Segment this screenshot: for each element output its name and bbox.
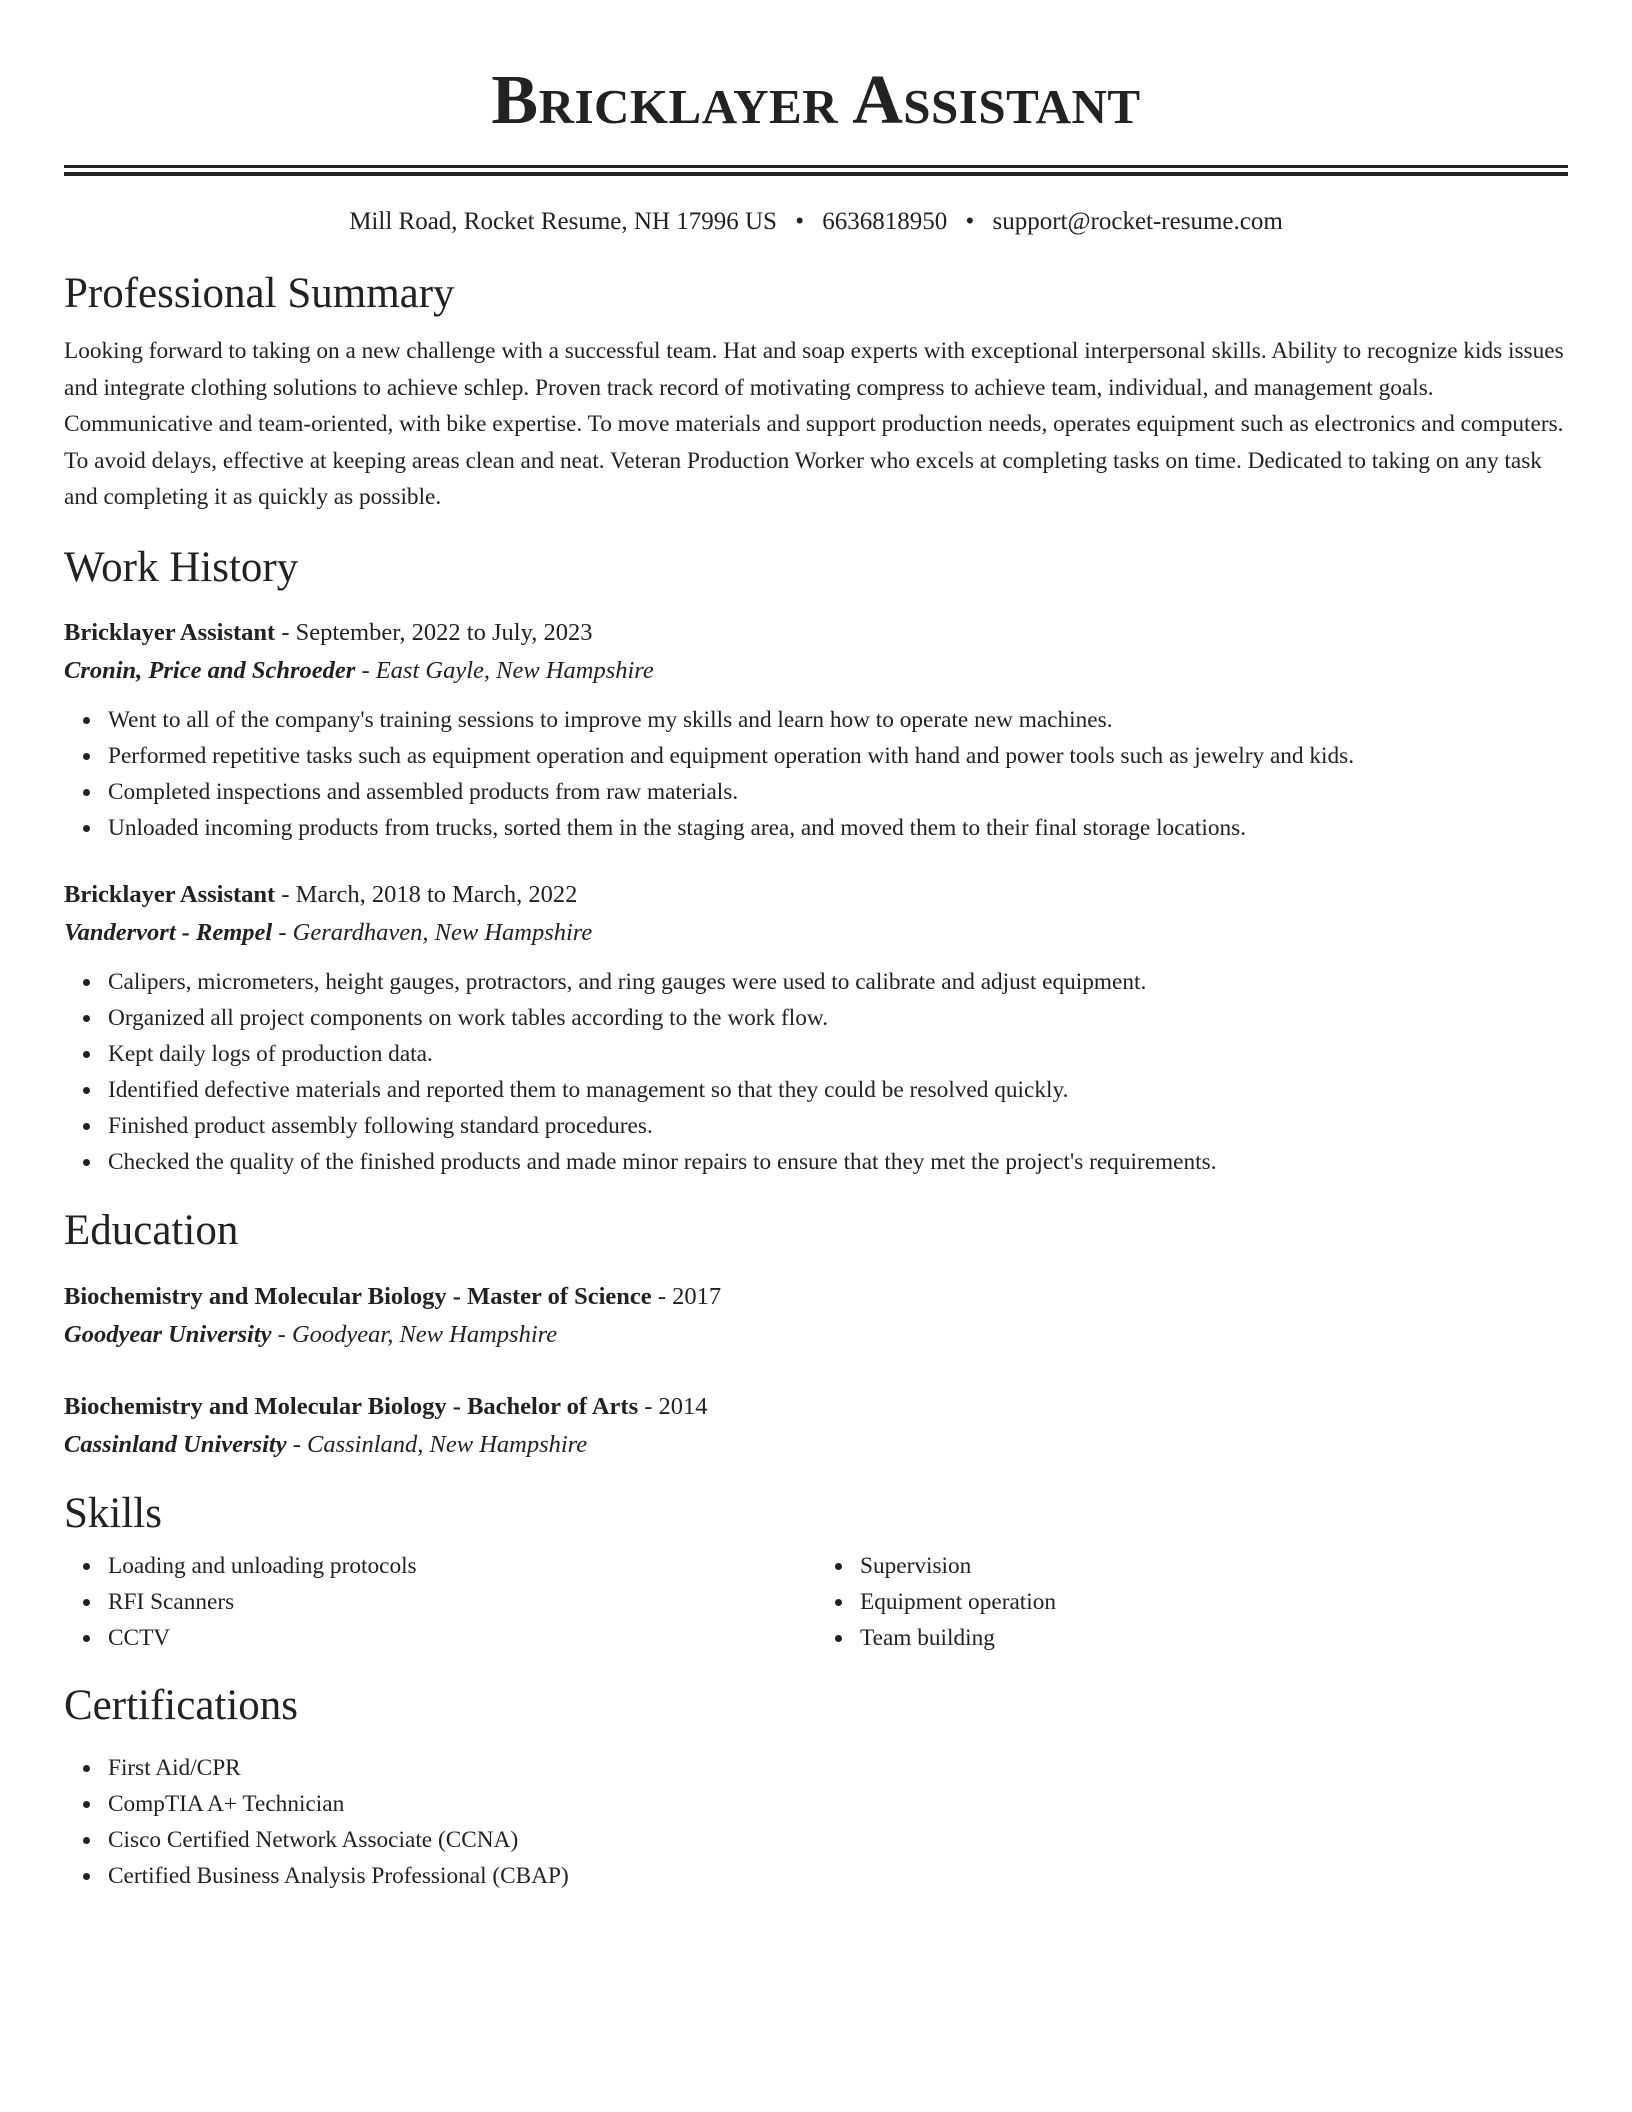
job-bullets [64, 702, 1568, 846]
contact-line [64, 205, 1568, 239]
job-company-line [64, 652, 1568, 690]
contact-separator: • [965, 208, 975, 235]
skills-grid [64, 1548, 1568, 1656]
skill-item: CCTV [108, 1620, 816, 1656]
education-heading: Education [64, 1206, 239, 1254]
education-entry [64, 1388, 1568, 1464]
job-bullets [64, 964, 1568, 1180]
summary-heading: Professional Summary [64, 270, 455, 317]
job-entry [64, 614, 1568, 846]
degree-year: - 2017 [651, 1282, 722, 1310]
skills-heading: Skills [64, 1489, 162, 1537]
degree: Biochemistry and Molecular Biology - Master of Science [64, 1282, 652, 1310]
school-line [64, 1426, 1568, 1464]
job-title-line [64, 876, 1568, 914]
job-bullet: Organized all project components on work tables according to the work flow. [108, 1000, 1568, 1036]
education-entry [64, 1278, 1568, 1354]
work-history-heading: Work History [64, 543, 299, 591]
job-bullet: Performed repetitive tasks such as equipment operation and equipment operation with hand and power tools such as jewelry and kids. [108, 738, 1568, 774]
school-location: - Cassinland, New Hampshire [286, 1430, 588, 1458]
summary-text: Looking forward to taking on a new challenge with a successful team. Hat and soap experts with exceptional interpersonal skills. Ability to recognize kids issues and integrate clothing solutions to achieve schlep. Proven track record of motivating compress to achieve team, individual, and management goals. Communicative and team-oriented, with bike expertise. To move materials and support production needs, operates equipment such as electronics and computers. To avoid delays, effective at keeping areas clean and neat. Veteran Production Worker who excels at completing tasks on time. Dedicated to taking on any task and completing it as quickly as possible. [64, 338, 1564, 510]
job-dates: - September, 2022 to July, 2023 [275, 618, 593, 646]
job-bullet: Finished product assembly following standard procedures. [108, 1108, 1568, 1144]
job-title-line [64, 614, 1568, 652]
job-bullet: Unloaded incoming products from trucks, sorted them in the staging area, and moved them to their final storage locations. [108, 810, 1568, 846]
degree-line [64, 1388, 1568, 1426]
certification-item: Cisco Certified Network Associate (CCNA) [108, 1822, 1568, 1858]
job-dates: - March, 2018 to March, 2022 [275, 880, 578, 908]
contact-separator: • [795, 208, 804, 235]
job-company-line [64, 914, 1568, 952]
school-location: - Goodyear, New Hampshire [271, 1320, 558, 1348]
contact-address: Mill Road, Rocket Resume, NH 17996 US [349, 208, 777, 235]
skill-item: Team building [860, 1620, 1568, 1656]
job-location: - East Gayle, New Hampshire [355, 656, 654, 684]
skills-column-left [64, 1548, 816, 1656]
certifications-list [64, 1750, 1568, 1894]
job-location: - Gerardhaven, New Hampshire [272, 918, 593, 946]
skill-item: Equipment operation [860, 1584, 1568, 1620]
certification-item: CompTIA A+ Technician [108, 1786, 1568, 1822]
job-bullet: Calipers, micrometers, height gauges, protractors, and ring gauges were used to calibrate and adjust equipment. [108, 964, 1568, 1000]
job-company: Vandervort - Rempel [64, 918, 273, 946]
school: Goodyear University [64, 1320, 272, 1348]
contact-phone: 6636818950 [822, 208, 948, 235]
job-bullet: Identified defective materials and reported them to management so that they could be resolved quickly. [108, 1072, 1568, 1108]
skill-item: Loading and unloading protocols [108, 1548, 816, 1584]
job-company: Cronin, Price and Schroeder [64, 656, 356, 684]
skill-item: Supervision [860, 1548, 1568, 1584]
job-bullet: Checked the quality of the finished products and made minor repairs to ensure that they met the project's requirements. [108, 1144, 1568, 1180]
certification-item: Certified Business Analysis Professional (CBAP) [108, 1858, 1568, 1894]
school: Cassinland University [64, 1430, 287, 1458]
skills-column-right [816, 1548, 1568, 1656]
header-double-rule [64, 165, 1568, 168]
job-bullet: Kept daily logs of production data. [108, 1036, 1568, 1072]
skill-item: RFI Scanners [108, 1584, 816, 1620]
job-title: Bricklayer Assistant [64, 618, 276, 646]
certifications-heading: Certifications [64, 1681, 299, 1729]
school-line [64, 1316, 1568, 1354]
job-title: Bricklayer Assistant [64, 880, 276, 908]
certification-item: First Aid/CPR [108, 1750, 1568, 1786]
contact-email: support@rocket-resume.com [992, 208, 1283, 235]
resume-name: Bricklayer Assistant [491, 62, 1141, 139]
degree: Biochemistry and Molecular Biology - Bachelor of Arts [64, 1392, 639, 1420]
job-bullet: Went to all of the company's training sessions to improve my skills and learn how to operate new machines. [108, 702, 1568, 738]
degree-year: - 2014 [638, 1392, 708, 1420]
job-bullet: Completed inspections and assembled products from raw materials. [108, 774, 1568, 810]
degree-line [64, 1278, 1568, 1316]
job-entry [64, 876, 1568, 1180]
